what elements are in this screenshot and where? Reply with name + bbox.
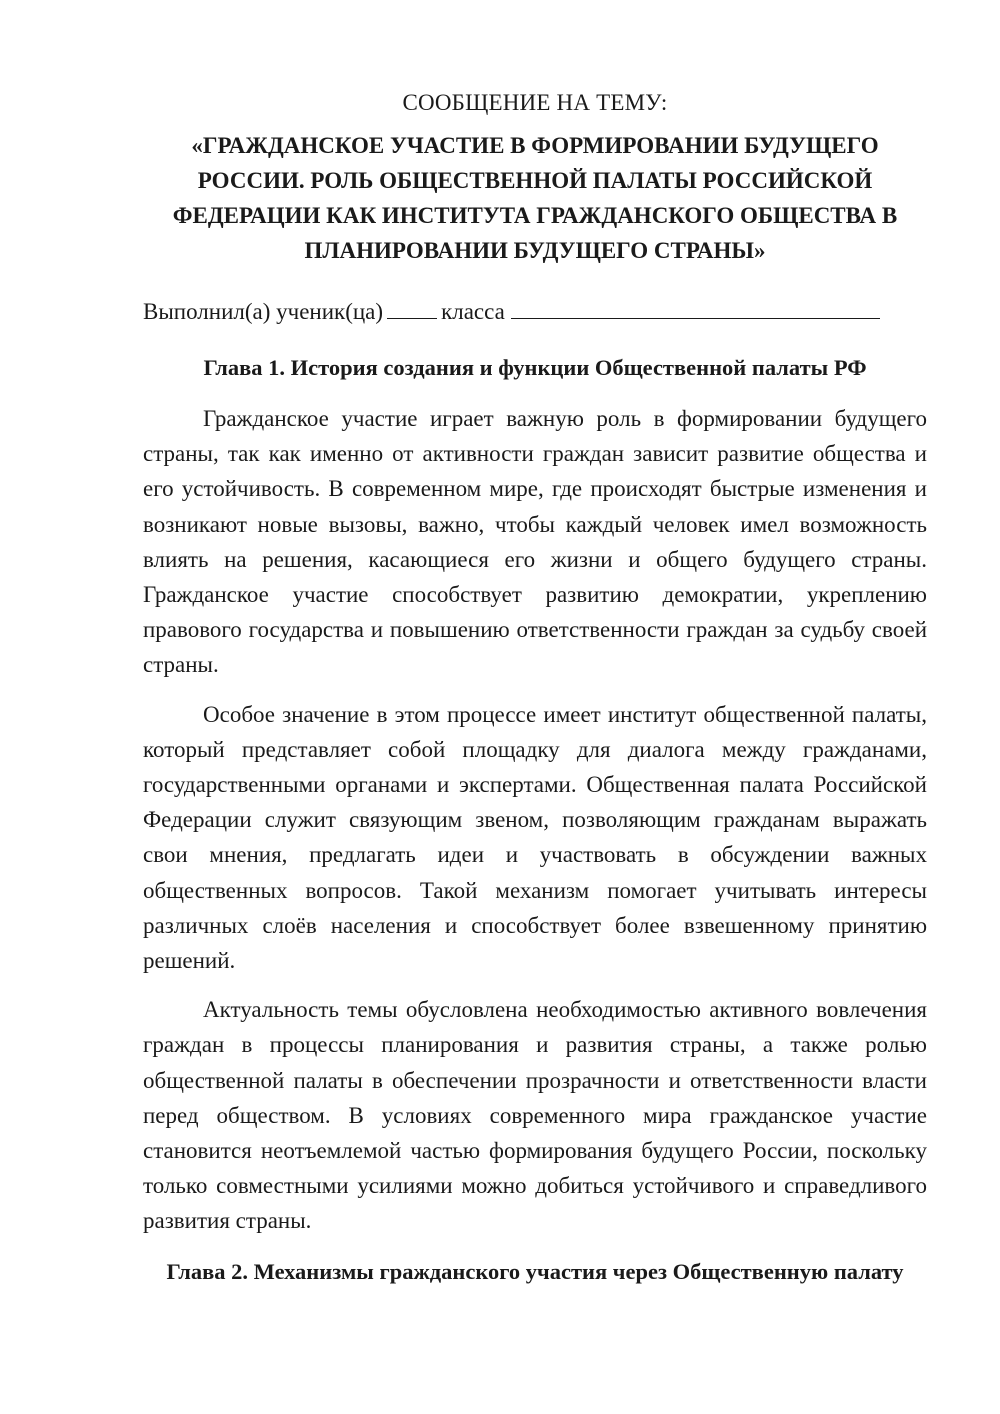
author-line bbox=[143, 296, 927, 327]
author-prefix: Выполнил(а) ученик(ца) bbox=[143, 299, 384, 324]
document-label: СООБЩЕНИЕ НА ТЕМУ: bbox=[402, 90, 668, 115]
chapter-1-heading: Глава 1. История создания и функции Общественной палаты РФ bbox=[203, 355, 867, 380]
paragraph: Гражданское участие играет важную роль в формировании будущего страны, так как именно от активности граждан зависит развитие общества и его устойчивость. В современном мире, где происходят быстрые изменения и возникают новые вызовы, важно, чтобы каждый человек имел возможность влиять на решения, касающиеся его жизни и общего будущего страны. Гражданское участие способствует развитию демократии, укреплению правового государства и повышению ответственности граждан за судьбу своей страны. bbox=[143, 406, 927, 678]
paragraph: Актуальность темы обусловлена необходимостью активного вовлечения граждан в процессы планирования и развития страны, а также ролью общественной палаты в обеспечении прозрачности и ответственности власти перед обществом. В условиях современного мира гражданское участие становится неотъемлемой частью формирования будущего России, поскольку только совместными усилиями можно добиться устойчивого и справедливого развития страны. bbox=[143, 997, 927, 1234]
class-number-blank bbox=[387, 296, 437, 319]
chapter-1-body bbox=[143, 401, 927, 1239]
document-title: «ГРАЖДАНСКОЕ УЧАСТИЕ В ФОРМИРОВАНИИ БУДУЩЕГО РОССИИ. РОЛЬ ОБЩЕСТВЕННОЙ ПАЛАТЫ РОССИЙСКОЙ ФЕДЕРАЦИИ КАК ИНСТИТУТА ГРАЖДАНСКОГО ОБЩЕСТВА В ПЛАНИРОВАНИИ БУДУЩЕГО СТРАНЫ» bbox=[172, 133, 898, 263]
paragraph: Особое значение в этом процессе имеет институт общественной палаты, который представляет собой площадку для диалога между гражданами, государственными органами и экспертами. Общественная палата Российской Федерации служит связующим звеном, позволяющим гражданам выражать свои мнения, предлагать идеи и участвовать в обсуждении важных общественных вопросов. Такой механизм помогает учитывать интересы различных слоёв населения и способствует более взвешенному принятию решений. bbox=[143, 701, 927, 974]
author-class-label: класса bbox=[441, 299, 505, 324]
chapter-2-heading: Глава 2. Механизмы гражданского участия через Общественную палату bbox=[166, 1258, 904, 1284]
document-page bbox=[143, 88, 927, 1287]
class-name-blank bbox=[511, 296, 880, 319]
